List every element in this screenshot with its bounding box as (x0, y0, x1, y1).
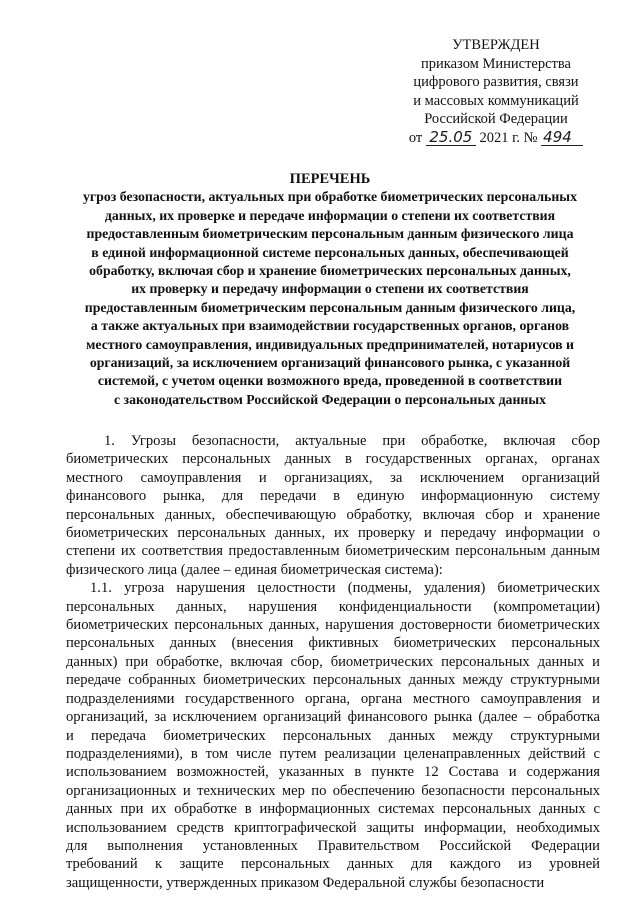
text-line: данных) при обработке, включая сбор, биометрических персональных данных и (66, 653, 600, 670)
text-line: с законодательством Российской Федерации о персональных данных (113, 391, 547, 407)
text-line: для выполнения установленных Правительством Российской Федерации (66, 837, 600, 854)
handwritten-order-number: 494 (541, 130, 583, 146)
text-line: биометрических персональных данных, нарушения достоверности биометрических (66, 617, 600, 634)
text-line: организаций, за исключением организаций финансового рынка (далее – обработка (66, 709, 600, 726)
text-line: 1.1. угроза нарушения целостности (подмены, удаления) биометрических (90, 580, 600, 597)
approval-block (390, 36, 602, 148)
text-line: подразделениями государственного органа, органа местного самоуправления и (66, 690, 600, 707)
text-line: биометрических персональных данных в государственных органах, органах (66, 451, 600, 468)
text-line: персональных данных, нарушения конфиденциальности (компрометации) (66, 598, 600, 615)
year-text: 2021 г. № (479, 129, 538, 146)
text-line: использованием средств криптографической защиты информации, необходимых (66, 819, 600, 836)
document-title (50, 170, 610, 409)
text-line: организаций, за исключением организаций финансового рынка, с указанной (89, 355, 571, 371)
text-line: финансового рынка, для передачи в единую информационную систему (66, 488, 600, 505)
text-line: защищенности, утвержденных приказом Федеральной службы безопасности (66, 874, 545, 891)
text-line: данных при их обработке в информационных системах персональных данных с (66, 801, 600, 818)
text-line: использованием возможностей, указанных в пункте 12 Состава и содержания (66, 764, 600, 781)
text-line: персональных данных, обеспечивающую обработку, включая сбор и хранение (66, 506, 600, 523)
title-heading: ПЕРЕЧЕНЬ (289, 171, 371, 187)
text-line: организационных и технических мер по обеспечению безопасности персональных (66, 782, 600, 799)
handwritten-date: 25.05 (426, 130, 476, 146)
approval-line: и массовых коммуникаций (413, 92, 579, 109)
document-body (66, 432, 600, 892)
approval-line: приказом Министерства (421, 55, 571, 72)
text-line: подразделениями), в том числе путем реализации целенаправленных действий с (66, 745, 600, 762)
paragraph-1-1 (66, 579, 600, 892)
text-line: степени их соответствия предоставленным биометрическим персональным данным (66, 543, 600, 560)
text-line: данных, их проверке и передаче информации о степени их соответствия (104, 207, 556, 223)
text-line: местного самоуправления, индивидуальных предпринимателей, нотариусов и (86, 336, 574, 352)
text-line: передаче собранных биометрических персональных данных между структурными (66, 672, 600, 689)
text-line: и передача биометрических персональных данных между структурными (66, 727, 600, 744)
text-line: системой, с учетом оценки возможного вреда, проведенной в соответствии (97, 373, 563, 389)
text-line: физического лица (далее – единая биометрическая система): (66, 561, 443, 578)
approval-heading: УТВЕРЖДЕН (452, 37, 540, 53)
text-line: биометрических персональных данных, их проверку и передачу информации о (66, 525, 600, 542)
text-line: обработку, включая сбор и хранение биометрических персональных данных, (89, 263, 571, 279)
text-line: предоставленным биометрическим персональным данным физического лица, (84, 299, 576, 315)
text-line: угроз безопасности, актуальных при обработке биометрических персональных (83, 189, 577, 205)
title-subtitle (50, 188, 610, 409)
approval-date-line (390, 129, 602, 148)
date-prefix: от (408, 129, 423, 146)
approval-line: цифрового развития, связи (413, 74, 579, 91)
approval-line: Российской Федерации (424, 111, 568, 128)
text-line: предоставленным биометрическим персональным данным физического лица (86, 226, 574, 242)
text-line: в единой информационной системе персональных данных, обеспечивающей (91, 244, 569, 260)
paragraph-1 (66, 432, 600, 579)
text-line: а также актуальных при взаимодействии государственных органов, органов (90, 318, 570, 334)
text-line: персональных данных (внесения фиктивных биометрических персональных (66, 635, 600, 652)
text-line: их проверку и передачу информации о степени их соответствия (131, 281, 529, 297)
text-line: местного самоуправления и организациях, за исключением организаций (66, 469, 600, 486)
text-line: 1. Угрозы безопасности, актуальные при обработке, включая сбор (104, 433, 600, 449)
text-line: требований к защите персональных данных для каждого из уровней (66, 856, 600, 873)
